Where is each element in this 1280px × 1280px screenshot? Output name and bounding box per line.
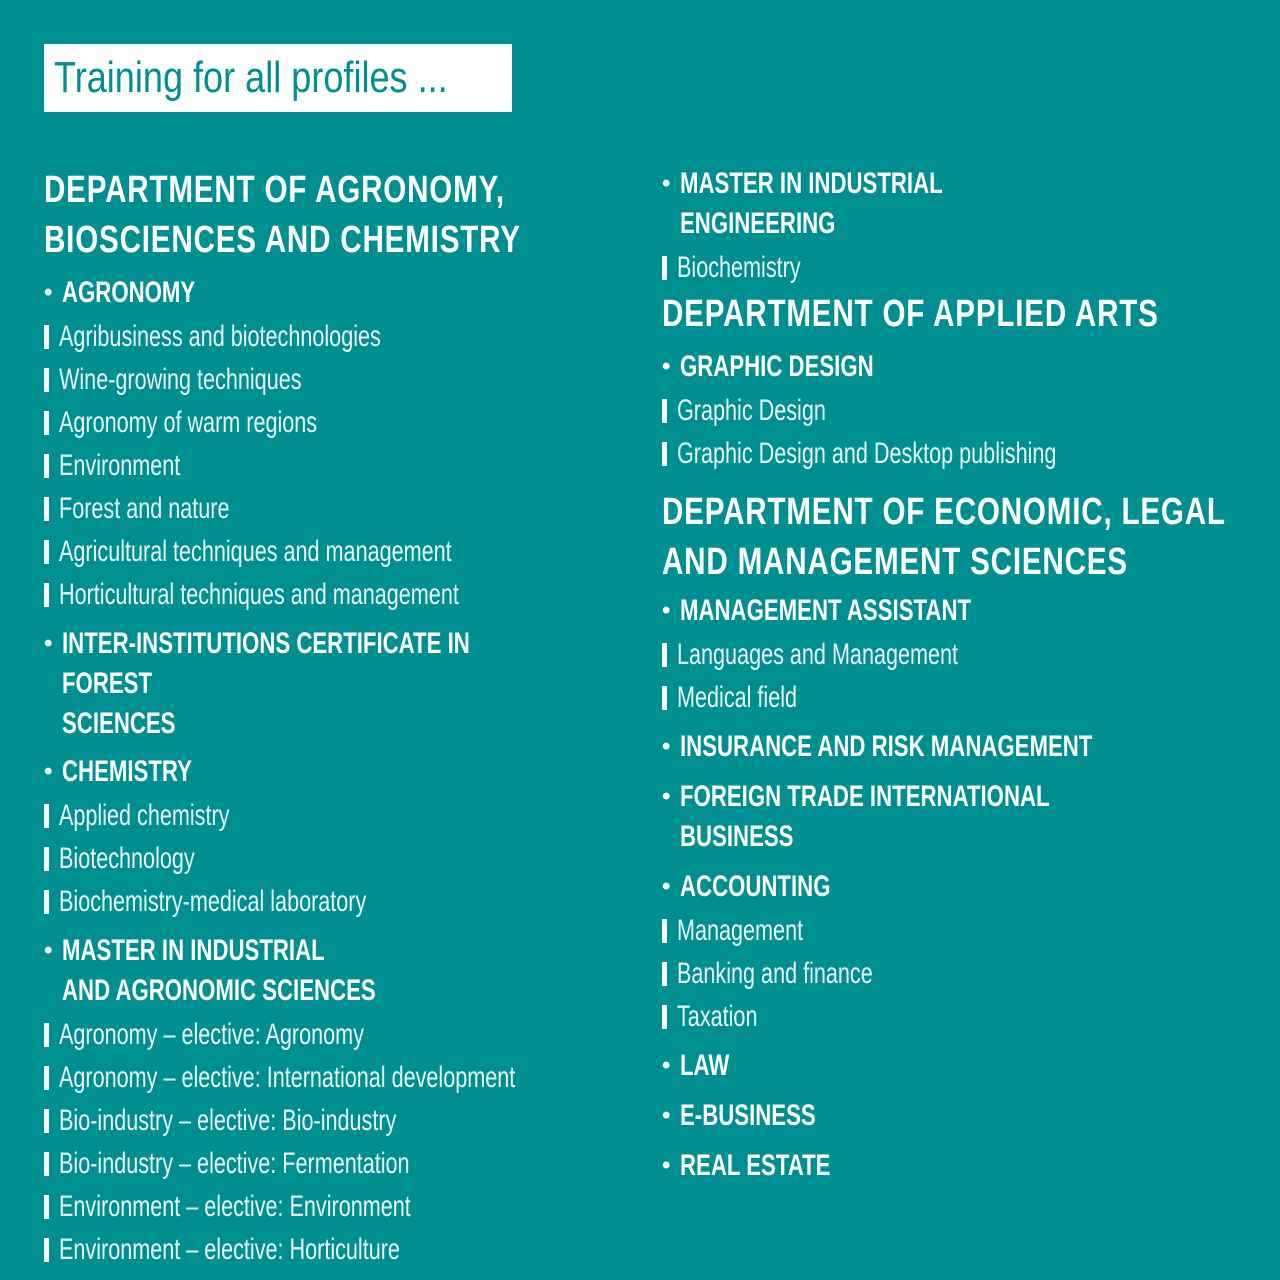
bullet-icon: • [662, 733, 671, 760]
bar-icon [44, 368, 49, 392]
bullet-icon: • [662, 783, 671, 810]
department-applied-arts-title [662, 289, 1242, 341]
bar-icon [44, 583, 49, 607]
list-item: Graphic Design and Desktop publishing [662, 432, 1242, 475]
section-law [662, 1046, 1242, 1086]
section-label: INSURANCE AND RISK MANAGEMENT [680, 730, 1093, 763]
list-item: Agronomy – elective: International development [44, 1056, 624, 1099]
bar-icon [662, 686, 667, 710]
department-agronomy-title [44, 165, 624, 265]
bullet-icon: • [44, 758, 53, 785]
bullet-icon: • [662, 873, 671, 900]
bar-icon [44, 1238, 49, 1262]
list-item: Agronomy of warm regions [44, 401, 624, 444]
bar-icon [662, 399, 667, 423]
bar-icon [44, 1023, 49, 1047]
bullet-icon: • [662, 1102, 671, 1129]
bar-icon [662, 919, 667, 943]
list-item: Graphic Design [662, 389, 1242, 432]
list-item: Forest and nature [44, 487, 624, 530]
bar-icon [44, 411, 49, 435]
section-label: AGRONOMY [62, 276, 196, 309]
list-item: Environment – elective: Horticulture [44, 1228, 624, 1271]
section-insurance [662, 727, 1242, 767]
list-item: Taxation [662, 995, 1242, 1038]
section-label: ACCOUNTING [680, 870, 831, 903]
list-item: Bio-industry – elective: Fermentation [44, 1142, 624, 1185]
section-label: INTER-INSTITUTIONS CERTIFICATE IN FOREST SCIENCES [62, 627, 470, 740]
list-item: Management [662, 909, 1242, 952]
list-item: Environment [44, 444, 624, 487]
department-title-line: DEPARTMENT OF AGRONOMY, [44, 169, 505, 211]
list-item: Applied chemistry [44, 794, 624, 837]
section-accounting [662, 867, 1242, 907]
section-management-assistant [662, 591, 1242, 631]
section-agronomy [44, 273, 624, 313]
section-graphic-design [662, 347, 1242, 387]
bar-icon [44, 1109, 49, 1133]
right-column [662, 164, 1242, 1186]
left-column [44, 165, 624, 1271]
section-label: LAW [680, 1049, 730, 1082]
department-title-line: DEPARTMENT OF ECONOMIC, LEGAL [662, 491, 1226, 533]
list-item: Medical field [662, 676, 1242, 719]
bullet-icon: • [662, 1152, 671, 1179]
bar-icon [662, 643, 667, 667]
list-item: Biochemistry-medical laboratory [44, 880, 624, 923]
section-chemistry [44, 752, 624, 792]
bar-icon [44, 890, 49, 914]
list-item: Biochemistry [662, 246, 1242, 289]
bar-icon [44, 497, 49, 521]
department-title-line: BIOSCIENCES AND CHEMISTRY [44, 219, 521, 261]
page-title: Training for all profiles ... [54, 53, 448, 102]
bar-icon [44, 325, 49, 349]
bar-icon [44, 1152, 49, 1176]
department-title-line: AND MANAGEMENT SCIENCES [662, 541, 1128, 583]
list-item: Languages and Management [662, 633, 1242, 676]
bullet-icon: • [44, 630, 53, 657]
list-item: Environment – elective: Environment [44, 1185, 624, 1228]
section-label: CHEMISTRY [62, 755, 192, 788]
bar-icon [44, 1066, 49, 1090]
bullet-icon: • [662, 597, 671, 624]
list-item: Bio-industry – elective: Bio-industry [44, 1099, 624, 1142]
bullet-icon: • [662, 1052, 671, 1079]
bullet-icon: • [44, 937, 53, 964]
list-item: Banking and finance [662, 952, 1242, 995]
list-item: Wine-growing techniques [44, 358, 624, 401]
section-foreign-trade [662, 777, 1242, 857]
list-item: Agribusiness and biotechnologies [44, 315, 624, 358]
department-economic-title [662, 487, 1242, 587]
bullet-icon: • [44, 279, 53, 306]
section-label: E-BUSINESS [680, 1099, 816, 1132]
bar-icon [662, 442, 667, 466]
department-title-line: DEPARTMENT OF APPLIED ARTS [662, 293, 1159, 335]
bar-icon [662, 256, 667, 280]
section-ebusiness [662, 1096, 1242, 1136]
bar-icon [44, 1195, 49, 1219]
section-label: MANAGEMENT ASSISTANT [680, 594, 972, 627]
bar-icon [662, 962, 667, 986]
section-master-industrial-engineering [662, 164, 1242, 244]
list-item: Horticultural techniques and management [44, 573, 624, 616]
bullet-icon: • [662, 170, 671, 197]
section-forest-certificate [44, 624, 624, 744]
section-label: REAL ESTATE [680, 1149, 831, 1182]
bullet-icon: • [662, 353, 671, 380]
list-item: Agronomy – elective: Agronomy [44, 1013, 624, 1056]
bar-icon [44, 804, 49, 828]
section-label: GRAPHIC DESIGN [680, 350, 874, 383]
section-label: MASTER IN INDUSTRIAL AND AGRONOMIC SCIENCES [62, 934, 376, 1007]
list-item: Agricultural techniques and management [44, 530, 624, 573]
section-master-industrial-agronomic [44, 931, 624, 1011]
title-box [44, 44, 512, 112]
bar-icon [44, 847, 49, 871]
section-label: FOREIGN TRADE INTERNATIONAL BUSINESS [680, 780, 1050, 853]
bar-icon [44, 540, 49, 564]
section-label: MASTER IN INDUSTRIAL ENGINEERING [680, 167, 943, 240]
bar-icon [662, 1005, 667, 1029]
list-item: Biotechnology [44, 837, 624, 880]
bar-icon [44, 454, 49, 478]
section-real-estate [662, 1146, 1242, 1186]
